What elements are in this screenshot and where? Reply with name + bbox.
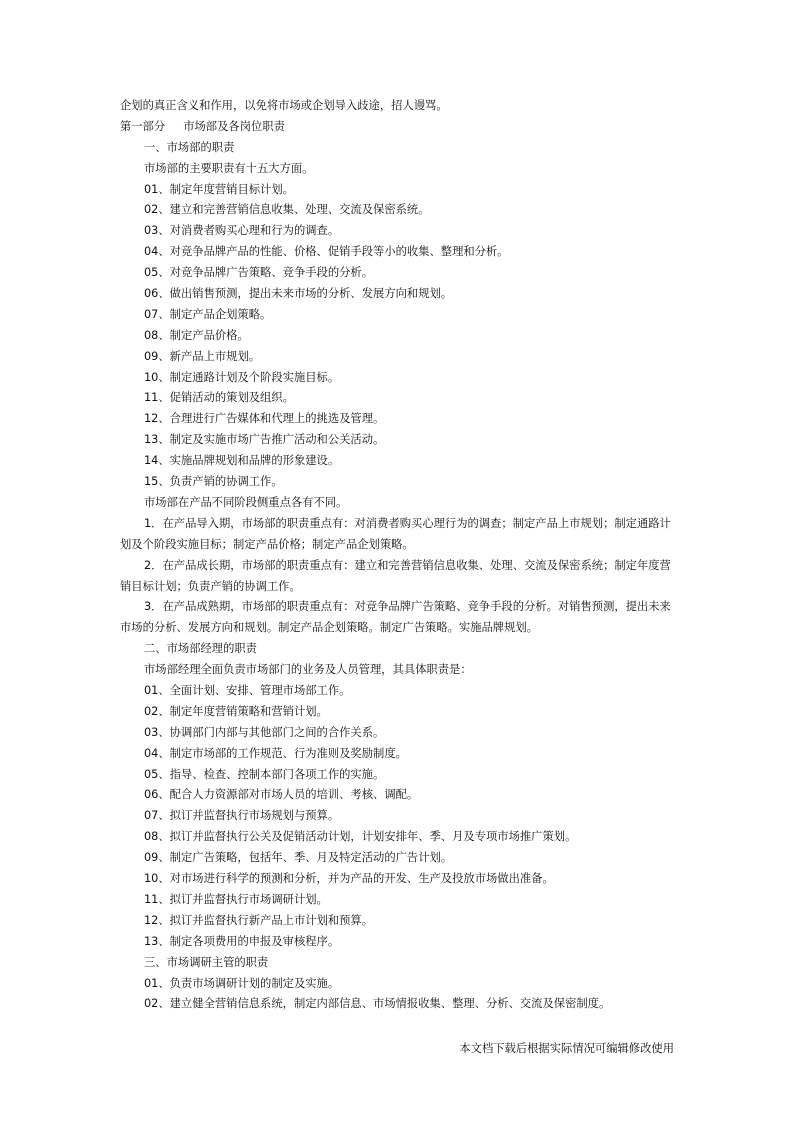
section-1-heading: 一、市场部的职责 [144,140,235,154]
list-item: 13、制定及实施市场广告推广活动和公关活动。 [144,433,385,447]
footer-note: 本文档下载后根据实际情况可编辑修改使用 [459,1042,674,1055]
list-item: 10、制定通路计划及个阶段实施目标。 [144,370,340,384]
section-3-heading: 三、市场调研主管的职责 [144,955,269,969]
stage-paragraph: 2．在产品成长期，市场部的职责重点有：建立和完善营销信息收集、处理、交流及保密系统；制定年度营销目标计划；负责产销的协调工作。 [120,558,671,593]
list-item: 06、配合人力资源部对市场人员的培训、考核、调配。 [144,788,419,802]
list-item: 07、制定产品企划策略。 [144,307,272,321]
list-item: 13、制定各项费用的申报及审核程序。 [144,934,340,948]
list-item: 04、对竞争品牌产品的性能、价格、促销手段等小的收集、整理和分析。 [144,245,509,259]
list-item: 14、实施品牌规划和品牌的形象建设。 [144,454,340,468]
list-item: 04、制定市场部的工作规范、行为准则及奖励制度。 [144,746,407,760]
list-item: 06、做出销售预测，提出未来市场的分析、发展方向和规划。 [144,287,453,301]
list-item: 01、负责市场调研计划的制定及实施。 [144,976,340,990]
list-item: 09、制定广告策略，包括年、季、月及特定活动的广告计划。 [144,851,453,865]
list-item: 15、负责产销的协调工作。 [144,475,283,489]
part-title-text: 市场部及各岗位职责 [183,119,285,133]
list-item: 02、建立健全营销信息系统，制定内部信息、市场情报收集、整理、分析、交流及保密制度。 [144,997,611,1011]
list-item: 05、对竞争品牌广告策略、竞争手段的分析。 [144,266,374,280]
list-item: 12、拟订并监督执行新产品上市计划和预算。 [144,913,374,927]
list-item: 10、对市场进行科学的预测和分析，并为产品的开发、生产及投放市场做出准备。 [144,872,554,886]
intro-line: 企划的真正含义和作用，以免将市场或企划导入歧途，招人谩骂。 [120,99,448,112]
list-item: 11、促销活动的策划及组织。 [144,391,294,405]
part-title [120,117,672,138]
list-item: 12、合理进行广告媒体和代理上的挑选及管理。 [144,412,385,426]
list-item: 01、制定年度营销目标计划。 [144,182,294,196]
list-item: 05、指导、检查、控制本部门各项工作的实施。 [144,767,385,781]
list-item: 03、对消费者购买心理和行为的调查。 [144,224,340,238]
list-item: 03、协调部门内部与其他部门之间的合作关系。 [144,725,385,739]
list-item: 08、制定产品价格。 [144,328,249,342]
part-title-number: 第一部分 [120,119,166,133]
stages-intro: 市场部在产品不同阶段侧重点各有不同。 [144,495,348,509]
list-item: 02、建立和完善营销信息收集、处理、交流及保密系统。 [144,203,430,217]
list-item: 01、全面计划、安排、管理市场部工作。 [144,684,351,698]
list-item: 08、拟订并监督执行公关及促销活动计划，计划安排年、季、月及专项市场推广策划。 [144,830,577,844]
list-item: 02、制定年度营销策略和营销计划。 [144,704,328,718]
list-item: 09、新产品上市规划。 [144,349,261,363]
stage-paragraph: 1．在产品导入期，市场部的职责重点有：对消费者购买心理行为的调查；制定产品上市规划；制定通路计划及个阶段实施目标；制定产品价格；制定产品企划策略。 [120,516,671,551]
list-item: 11、拟订并监督执行市场调研计划。 [144,892,328,906]
section-1-intro: 市场部的主要职责有十五大方面。 [144,161,314,175]
section-2-intro: 市场部经理全面负责市场部门的业务及人员管理，其具体职责是： [144,663,472,677]
section-2-heading: 二、市场部经理的职责 [144,642,257,656]
document-body [120,96,672,1015]
list-item: 07、拟订并监督执行市场规划与预算。 [144,809,340,823]
stage-paragraph: 3．在产品成熟期，市场部的职责重点有：对竞争品牌广告策略、竞争手段的分析。对销售预测，提出未来市场的分析、发展方向和规划。制定产品企划策略。制定广告策略。实施品牌规划。 [120,600,671,635]
